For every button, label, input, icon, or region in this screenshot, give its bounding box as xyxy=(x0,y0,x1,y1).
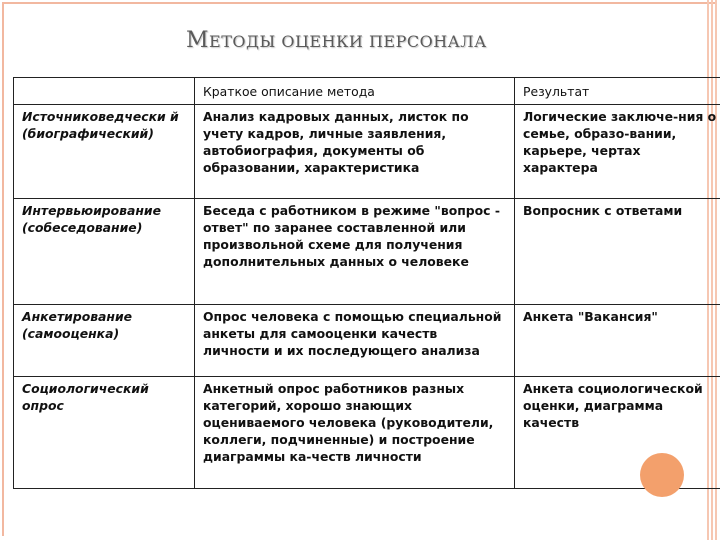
header-description: Краткое описание метода xyxy=(195,78,515,105)
method-cell: Интервьюирование (собеседование) xyxy=(14,199,195,305)
table-row xyxy=(14,305,720,377)
result-cell: Логические заключе-ния о семье, образо-вании, карьере, чертах характера xyxy=(515,105,720,199)
methods-table xyxy=(13,77,720,489)
title-rest: ЕТОДЫ ОЦЕНКИ ПЕРСОНАЛА xyxy=(209,32,487,51)
table-row xyxy=(14,377,720,489)
decorative-circle xyxy=(640,453,684,497)
description-cell: Опрос человека с помощью специальной анкеты для самооценки качеств личности и их последующего анализа xyxy=(195,305,515,377)
method-cell: Социологический опрос xyxy=(14,377,195,489)
table-row xyxy=(14,199,720,305)
description-cell: Анализ кадровых данных, листок по учету кадров, личные заявления, автобиография, документы об образовании, характеристика xyxy=(195,105,515,199)
result-cell: Анкета социологической оценки, диаграмма качеств xyxy=(515,377,720,489)
result-cell: Анкета "Вакансия" xyxy=(515,305,720,377)
description-cell: Беседа с работником в режиме "вопрос - ответ" по заранее составленной или произвольной схеме для получения дополнительных данных о человеке xyxy=(195,199,515,305)
table-header-row xyxy=(14,78,720,105)
table-row xyxy=(14,105,720,199)
result-cell: Вопросник с ответами xyxy=(515,199,720,305)
method-cell: Источниковедчески й (биографический) xyxy=(14,105,195,199)
page-title xyxy=(186,28,666,53)
header-method xyxy=(14,78,195,105)
header-result: Результат xyxy=(515,78,720,105)
method-cell: Анкетирование (самооценка) xyxy=(14,305,195,377)
title-initial: М xyxy=(186,28,210,53)
description-cell: Анкетный опрос работников разных категорий, хорошо знающих оцениваемого человека (руководители, коллеги, подчиненные) и построение диаграммы ка-честв личности xyxy=(195,377,515,489)
